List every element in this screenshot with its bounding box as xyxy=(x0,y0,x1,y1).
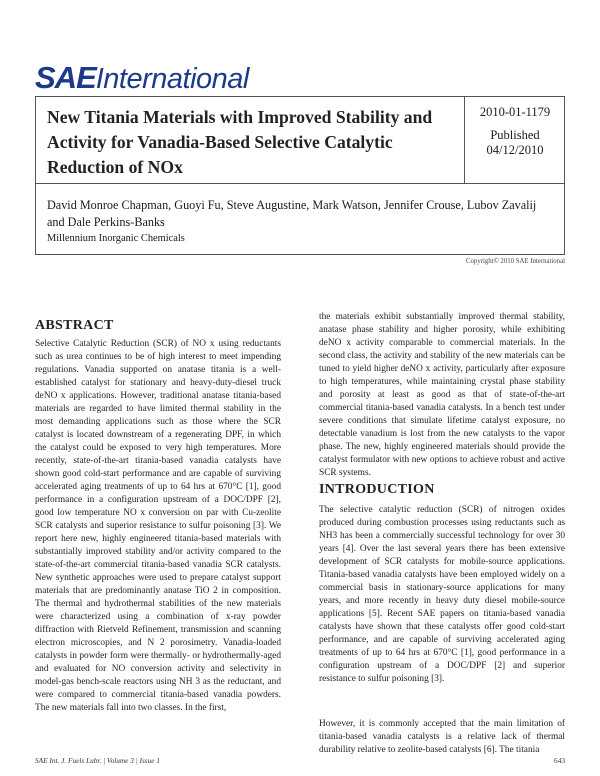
footer-journal: SAE Int. J. Fuels Lubr. | Volume 3 | Issue 1 xyxy=(35,756,161,765)
introduction-paragraph-2: However, it is commonly accepted that the main limitation of titania-based vanadia catalysts is a relative lack of thermal durability relative to zeolite-based catalysts [6]. The titania xyxy=(319,719,565,755)
introduction-body xyxy=(319,504,565,686)
logo-international: International xyxy=(95,63,249,95)
paper-id: 2010-01-1179 xyxy=(479,105,551,119)
copyright-notice: Copyright© 2010 SAE International xyxy=(466,258,565,265)
sae-international-logo xyxy=(35,60,295,94)
introduction-paragraph-1: The selective catalytic reduction (SCR) of nitrogen oxides produced during combustion processes using reductants such as NH3 has been a commercially successful technology for over 30 years [4]. Over the last several years there has been extensive development of SCR catalysts for mobile-source applications. Titania-based vanadia catalysts have been employed widely on a commercial basis in stationary-source applications for many years, and more recently in heavy duty diesel mobile-source applications [5]. Recent SAE papers on titania-based vanadia catalysts have shown that these catalysts offer good cold-start performance, and are capable of surviving accelerated aging treatments of up to 64 hrs at 670°C [1], good performance in a configuration upstream of a DOC/DPF [2] and superior resistance to sulfur poisoning [3]. xyxy=(319,505,565,684)
paper-title: New Titania Materials with Improved Stability and Activity for Vanadia-Based Selective Catalytic Reduction of NOx xyxy=(47,107,433,177)
introduction-body-2 xyxy=(319,718,565,757)
logo-sae: SAE xyxy=(35,60,96,95)
abstract-body xyxy=(35,338,281,715)
abstract-continued-paragraph: the materials exhibit substantially improved thermal stability, anatase phase stability and higher porosity, while exhibiting deNO x activity comparable to commercial materials. In the second class, the activity and stability of the new materials can be tuned to yield higher deNO x activity, particularly after exposure to high temperatures, while maintaining crystal phase stability and porosity at least as good as that of state-of-the-art commercial titania-based vanadia catalysts. In a bench test under severe conditions that simulate lifetime catalyst exposure, no detectable vanadium is lost from the new catalysts to the vapor phase. The new, highly engineered materials should provide the catalyst formulator with new options to achieve robust and active SCR systems. xyxy=(319,312,565,478)
abstract-continued xyxy=(319,311,565,480)
page-number: 643 xyxy=(554,756,565,765)
author-list: David Monroe Chapman, Guoyi Fu, Steve Augustine, Mark Watson, Jennifer Crouse, Lubov Zavalij and Dale Perkins-Banks xyxy=(47,198,537,229)
title-box xyxy=(35,96,565,184)
authors-box xyxy=(35,183,565,255)
affiliation: Millennium Inorganic Chemicals xyxy=(47,233,185,244)
abstract-paragraph: Selective Catalytic Reduction (SCR) of NO x using reductants such as urea continues to be of high interest to meet impending regulations. Vanadia supported on anatase titania is a well-established catalyst for stationary and heavy-duty-diesel truck deNO x applications. However, traditional anatase titania-based materials are regarded to have limited thermal stability in the most demanding applications such as those where the SCR catalyst is located downstream of a regenerating DPF, in which the catalyst could be exposed to very high temperatures. More recently, state-of-the-art titania-based vanadia catalysts have shown good cold-start performance and are capable of surviving accelerated aging treatments of up to 64 hrs at 670°C [1], good performance in a configuration upstream of a DOC/DPF [2], good low temperature NO x conversion on par with Cu-zeolite SCR catalysts and superior resistance to sulfur poisoning [3]. We report here new, highly engineered titania-based materials with substantially improved stability and/or activity compared to the state-of-the-art commercial titania-based vanadia SCR catalysts. New synthetic approaches were used to prepare catalyst support materials that are predominantly anatase TiO 2 in composition. The thermal and hydrothermal stabilities of the new materials were characterized using a combination of x-ray powder diffraction with Rietveld Refinement, transmission and scanning electron microscopies, and N 2 porosimetry. Vanadia-loaded catalysts in powder form were thermally- or hydrothermally-aged and evaluated for NO conversion activity and selectivity in model-gas bench-scale reactors using NH 3 as the reductant, and were compared to commercial titania-based vanadia powders. The new materials fall into two classes. In the first, xyxy=(35,339,281,713)
published-label: Published xyxy=(490,128,540,142)
introduction-heading: INTRODUCTION xyxy=(319,482,435,497)
abstract-heading: ABSTRACT xyxy=(35,318,114,333)
paper-meta xyxy=(465,105,565,158)
published-date: 04/12/2010 xyxy=(486,143,544,157)
